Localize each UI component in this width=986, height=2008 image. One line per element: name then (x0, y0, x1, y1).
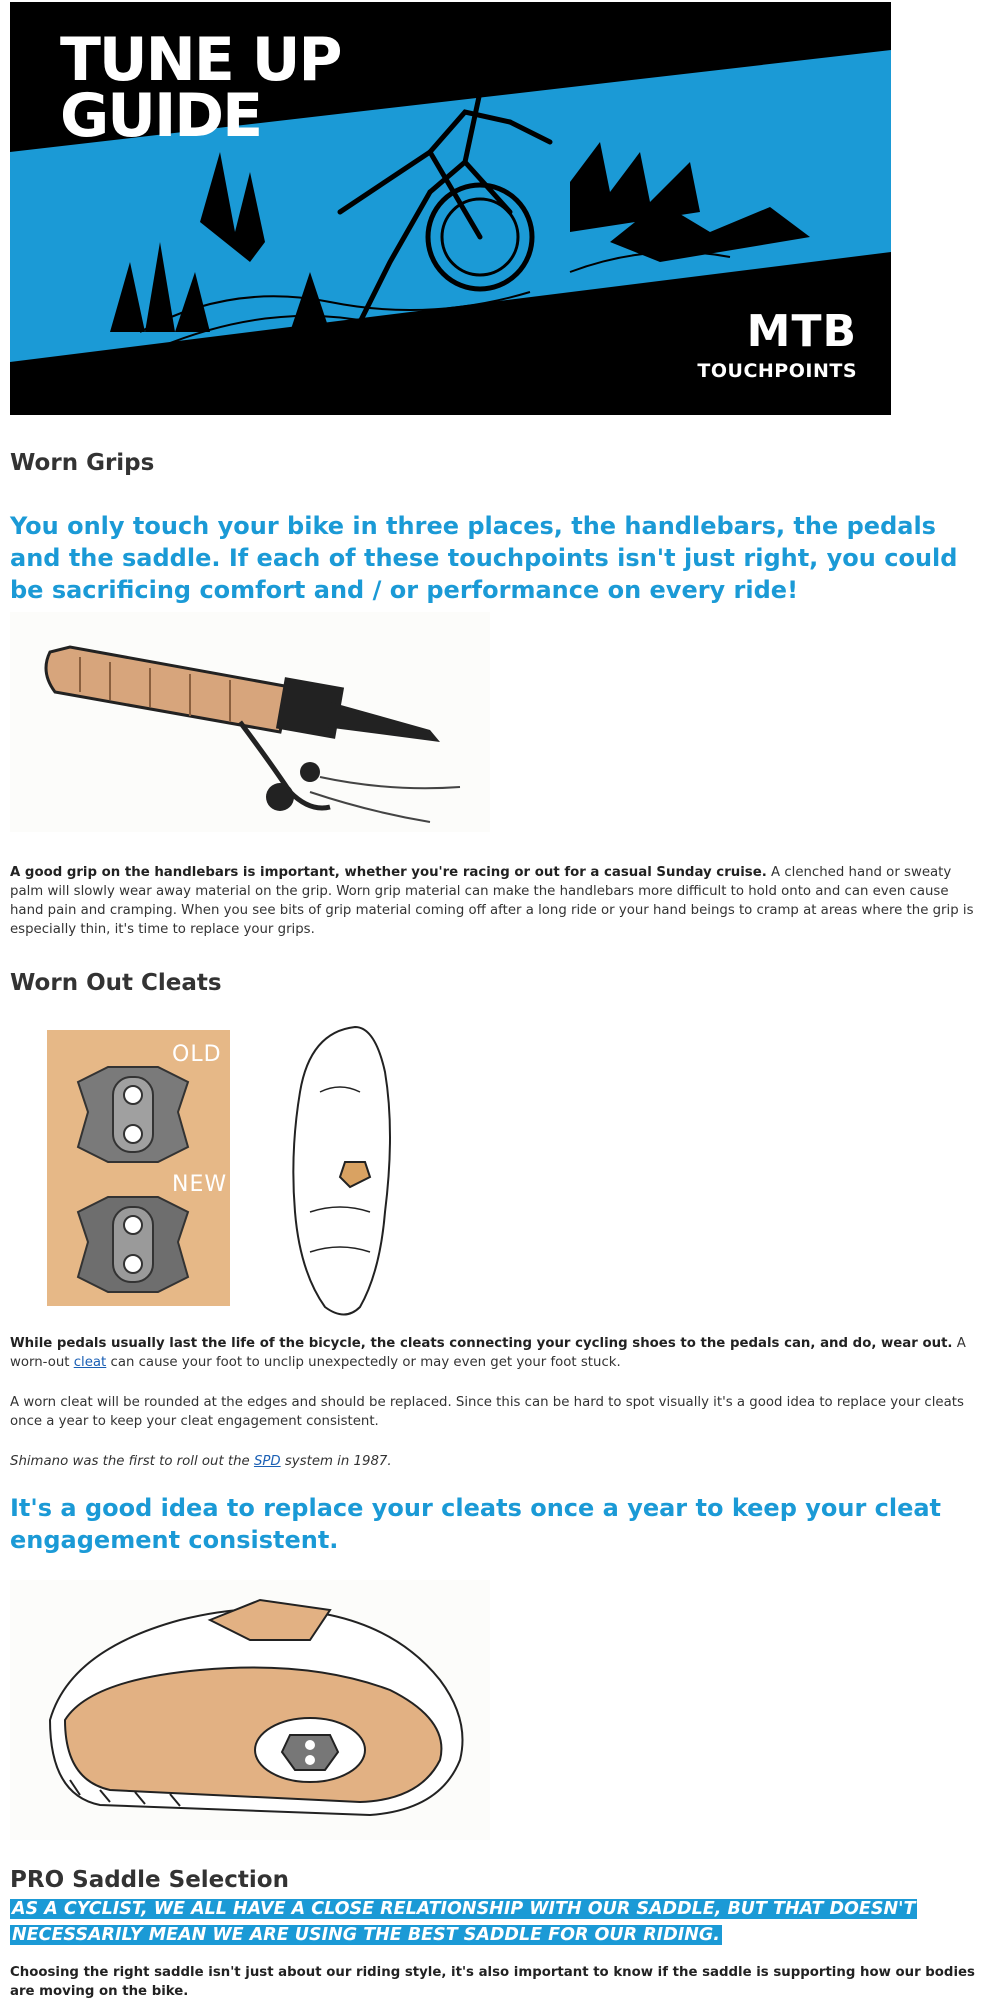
new-cleat-label: NEW (172, 1172, 228, 1197)
saddle-highlight (10, 1896, 950, 1948)
hero-title-line1: TUNE UP (60, 25, 341, 95)
hero-subbadge: TOUCHPOINTS (697, 360, 857, 382)
cleats-para1-pre: A worn-out (10, 1336, 966, 1370)
handlebar-grip-illustration (10, 612, 490, 832)
cleats-para3-pre: Shimano was the first to roll out the (10, 1454, 254, 1469)
grips-paragraph (10, 863, 975, 939)
cleats-heading: Worn Out Cleats (10, 970, 222, 996)
hero-title-line2: GUIDE (60, 81, 262, 151)
saddle-heading: PRO Saddle Selection (10, 1867, 289, 1893)
hero-badge: MTB (746, 306, 857, 357)
grips-para-bold: A good grip on the handlebars is important, whether you're racing or out for a casual Sunday cruise. (10, 865, 767, 880)
cleats-para1-post: can cause your foot to unclip unexpectedly or may even get your foot stuck. (106, 1355, 621, 1370)
grips-quote: You only touch your bike in three places, the handlebars, the pedals and the saddle. If each of these touchpoints isn't just right, you could be sacrificing comfort and / or performance on every ride! (10, 512, 958, 604)
saddle-paragraph: Choosing the right saddle isn't just about our riding style, it's also important to know if the saddle is supporting how our bodies are moving on the bike. (10, 1965, 975, 1999)
grips-heading: Worn Grips (10, 450, 155, 476)
cleats-paragraph-1 (10, 1334, 975, 1372)
hero-title (60, 25, 341, 151)
cleat-link[interactable]: cleat (73, 1355, 107, 1370)
old-cleat-label: OLD (172, 1042, 222, 1067)
saddle-highlight-text: AS A CYCLIST, WE ALL HAVE A CLOSE RELATIONSHIP WITH OUR SADDLE, BUT THAT DOESN'T NECESSARILY MEAN WE ARE USING THE BEST SADDLE FOR OUR RIDING. (12, 1899, 916, 1945)
hero-banner (10, 2, 891, 415)
cleats-para1-bold: While pedals usually last the life of the bicycle, the cleats connecting your cycling shoes to the pedals can, and do, wear out. (10, 1336, 953, 1351)
shoe-sole-illustration (10, 1580, 490, 1840)
cleats-quote: It's a good idea to replace your cleats once a year to keep your cleat engagement consistent. (10, 1494, 942, 1554)
cleats-paragraph-3 (10, 1452, 975, 1471)
spd-link[interactable]: SPD (253, 1454, 281, 1469)
cleats-paragraph-2: A worn cleat will be rounded at the edges and should be replaced. Since this can be hard to spot visually it's a good idea to replace your cleats once a year to keep your cleat engagement consistent. (10, 1395, 964, 1429)
cleats-illustration (10, 1012, 470, 1327)
cleats-para3-post: system in 1987. (280, 1454, 392, 1469)
grips-para-rest: A clenched hand or sweaty palm will slowly wear away material on the grip. Worn grip material can make the handlebars more difficult to hold onto and can even cause hand pain and cramping. When you see bits of grip material coming off after a long ride or your hand beings to cramp at areas where the grip is especially thin, it's time to replace your grips. (10, 865, 974, 937)
